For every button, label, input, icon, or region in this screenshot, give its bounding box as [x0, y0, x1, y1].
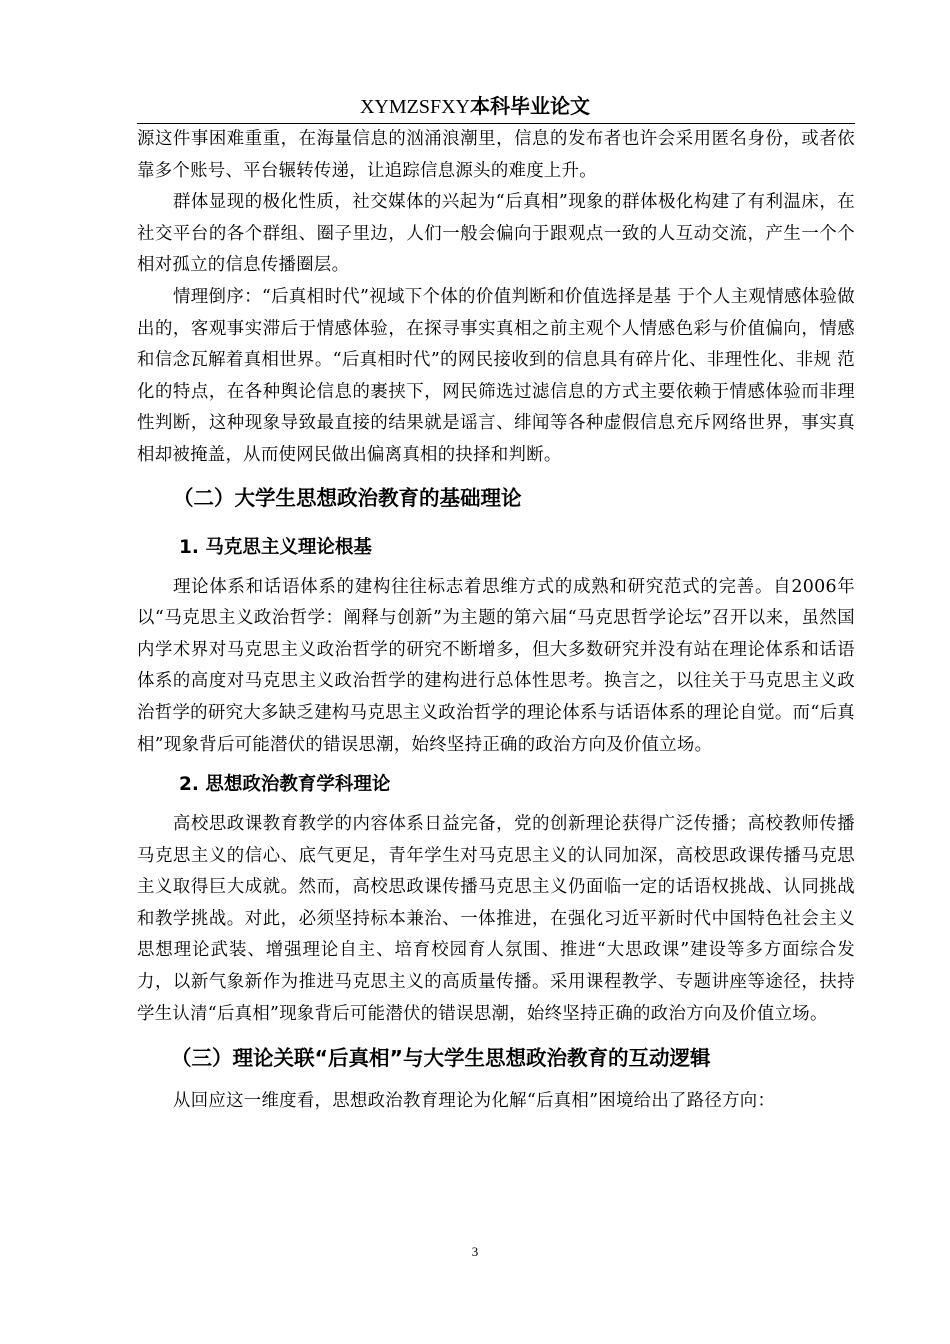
- paragraph-continued: 源这件事困难重重，在海量信息的汹涌浪潮里，信息的发布者也许会采用匿名身份，或者依靠多个账号、平台辗转传递，让追踪信息源头的难度上升。: [137, 129, 855, 181]
- header-code: XYMZSFXY: [359, 96, 471, 118]
- paragraph-emotion-over-reason: 情理倒序：“后真相时代”视域下个体的价值判断和价值选择是基 于个人主观情感体验做出的，客观事实滞后于情感体验，在探寻事实真相之前主观个人情感色彩与价值偏向，情感和信念瓦解着真相世界。“后真相时代”的网民接收到的信息具有碎片化、非理性化、非规 范化的特点，在各种舆论信息的裹挟下，网民筛选过滤信息的方式主要依赖于情感体验而非理性判断，这种现象导致最直接的结果就是谣言、绯闻等各种虚假信息充斥网络世界，事实真相却被掩盖，从而使网民做出偏离真相的抉择和判断。: [137, 286, 855, 465]
- subsection-heading-ideological-education: 2. 思想政治教育学科理论: [179, 774, 391, 796]
- section-heading-basic-theory: （二）大学生思想政治教育的基础理论: [173, 485, 522, 510]
- paragraph-marxism-theory: 理论体系和话语体系的建构往往标志着思维方式的成熟和研究范式的完善。自2006年以“马克思主义政治哲学：阐释与创新”为主题的第六届“马克思哲学论坛”召开以来，虽然国内学术界对马克思主义政治哲学的研究不断增多，但大多数研究并没有站在理论体系和话语体系的高度对马克思主义政治哲学的建构进行总体性思考。换言之，以往关于马克思主义政治哲学的研究大多缺乏建构马克思主义政治哲学的理论体系与话语体系的理论自觉。而“后真相”现象背后可能潜伏的错误思潮，始终坚持正确的政治方向及价值立场。: [137, 576, 855, 755]
- body-content: [137, 124, 855, 1118]
- header-title: 本科毕业论文: [470, 94, 591, 118]
- subsection-heading-marxism: 1. 马克思主义理论根基: [179, 536, 372, 558]
- paragraph-response-dimension: 从回应这一维度看，思想政治教育理论为化解“后真相”困境给出了路径方向：: [173, 1091, 776, 1112]
- section-heading-interaction-logic: （三）理论关联“后真相”与大学生思想政治教育的互动逻辑: [171, 1046, 711, 1071]
- running-header: [0, 91, 950, 122]
- paragraph-group-polarization: 群体显现的极化性质，社交媒体的兴起为“后真相”现象的群体极化构建了有利温床，在社交平台的各个群组、圈子里边，人们一般会偏向于跟观点一致的人互动交流，产生一个个相对孤立的信息传播圈层。: [137, 192, 855, 276]
- paragraph-ideological-education: 高校思政课教育教学的内容体系日益完备，党的创新理论获得广泛传播；高校教师传播马克思主义的信心、底气更足，青年学生对马克思主义的认同加深，高校思政课传播马克思主义取得巨大成就。然而，高校思政课传播马克思主义仍面临一定的话语权挑战、认同挑战和教学挑战。对此，必须坚持标本兼治、一体推进，在强化习近平新时代中国特色社会主义思想理论武装、增强理论自主、培育校园育人氛围、推进“大思政课”建设等多方面综合发力，以新气象新作为推进马克思主义的高质量传播。采用课程教学、专题讲座等途径，扶持学生认清“后真相”现象背后可能潜伏的错误思潮，始终坚持正确的政治方向及价值立场。: [137, 814, 855, 1024]
- page-number: 3: [471, 1244, 479, 1259]
